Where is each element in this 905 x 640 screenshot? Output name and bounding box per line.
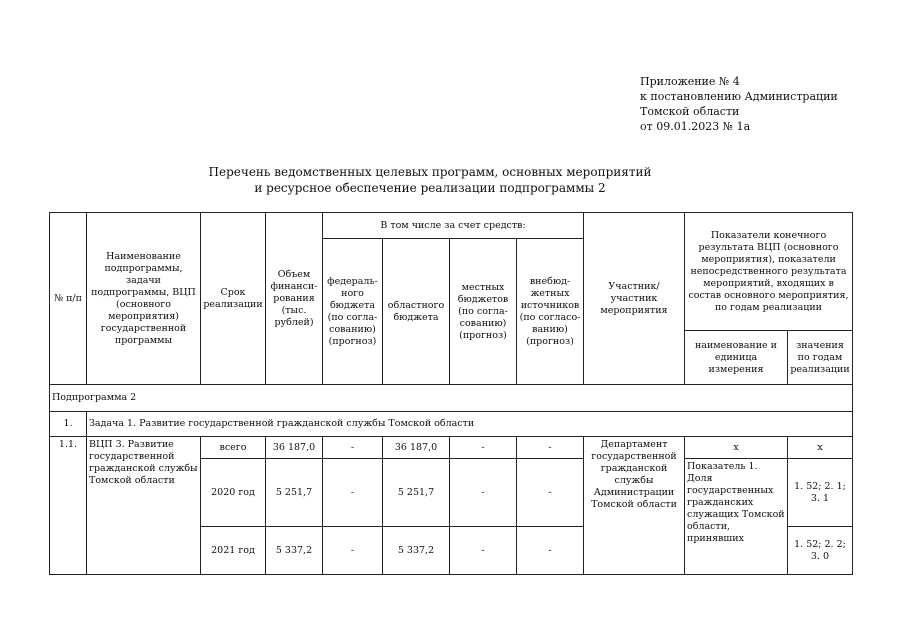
header-local: местных бюджетов (по согла-сованию) (прогноз) bbox=[450, 239, 517, 385]
y2020-term: 2020 год bbox=[201, 459, 266, 527]
indicator-x-2: х bbox=[788, 437, 853, 459]
total-regional: 36 187,0 bbox=[383, 437, 450, 459]
header-participant: Участник/ участник мероприятия bbox=[584, 213, 685, 385]
y2021-volume: 5 337,2 bbox=[266, 527, 323, 575]
header-regional: областного бюджета bbox=[383, 239, 450, 385]
total-term: всего bbox=[201, 437, 266, 459]
header-extra: внебюд-жетных источников (по согласо-ванию) (прогноз) bbox=[517, 239, 584, 385]
title-line-1: Перечень ведомственных целевых программ, основных мероприятий bbox=[208, 165, 652, 179]
appendix-line-1: Приложение № 4 bbox=[640, 75, 740, 88]
participant-cell: Департамент государственной гражданской службы Администрации Томской области bbox=[584, 437, 685, 575]
indicator-x-1: х bbox=[685, 437, 788, 459]
total-volume: 36 187,0 bbox=[266, 437, 323, 459]
header-federal: федераль-ного бюджета (по согла-сованию) (прогноз) bbox=[323, 239, 383, 385]
header-name: Наименование подпрограммы, задачи подпрограммы, ВЦП (основного мероприятия) государственной программы bbox=[87, 213, 201, 385]
document-title bbox=[0, 164, 860, 196]
total-extra: - bbox=[517, 437, 584, 459]
total-local: - bbox=[450, 437, 517, 459]
header-sources-group: В том числе за счет средств: bbox=[323, 213, 584, 239]
subprogram-row: Подпрограмма 2 bbox=[50, 385, 853, 412]
y2021-local: - bbox=[450, 527, 517, 575]
header-indicators-group: Показатели конечного результата ВЦП (основного мероприятия), показатели непосредственного результата мероприятий, входящих в состав основного мероприятия, по годам реализации bbox=[685, 213, 853, 331]
y2021-values: 1. 52; 2. 2; 3. 0 bbox=[788, 527, 853, 575]
header-term: Срок реализации bbox=[201, 213, 266, 385]
y2021-extra: - bbox=[517, 527, 584, 575]
y2020-extra: - bbox=[517, 459, 584, 527]
y2021-term: 2021 год bbox=[201, 527, 266, 575]
y2021-regional: 5 337,2 bbox=[383, 527, 450, 575]
indicator-text: Показатель 1. Доля государственных гражданских служащих Томской области, принявших bbox=[685, 459, 788, 575]
appendix-line-4: от 09.01.2023 № 1а bbox=[640, 120, 751, 133]
appendix-block bbox=[640, 74, 838, 134]
y2020-volume: 5 251,7 bbox=[266, 459, 323, 527]
appendix-line-2: к постановлению Администрации bbox=[640, 90, 838, 103]
y2020-local: - bbox=[450, 459, 517, 527]
title-line-2: и ресурсное обеспечение реализации подпрограммы 2 bbox=[254, 181, 606, 195]
program-table bbox=[49, 212, 853, 575]
header-num: № п/п bbox=[50, 213, 87, 385]
header-indicator-name: наименование и единица измерения bbox=[685, 331, 788, 385]
y2020-values: 1. 52; 2. 1; 3. 1 bbox=[788, 459, 853, 527]
header-volume: Объем финанси-рования (тыс. рублей) bbox=[266, 213, 323, 385]
y2020-federal: - bbox=[323, 459, 383, 527]
y2020-regional: 5 251,7 bbox=[383, 459, 450, 527]
task-text: Задача 1. Развитие государственной гражданской службы Томской области bbox=[87, 412, 853, 437]
task-num: 1. bbox=[50, 412, 87, 437]
y2021-federal: - bbox=[323, 527, 383, 575]
item-num: 1.1. bbox=[50, 437, 87, 575]
item-name: ВЦП 3. Развитие государственной гражданской службы Томской области bbox=[87, 437, 201, 575]
header-indicator-values: значения по годам реализации bbox=[788, 331, 853, 385]
appendix-line-3: Томской области bbox=[640, 105, 740, 118]
total-federal: - bbox=[323, 437, 383, 459]
